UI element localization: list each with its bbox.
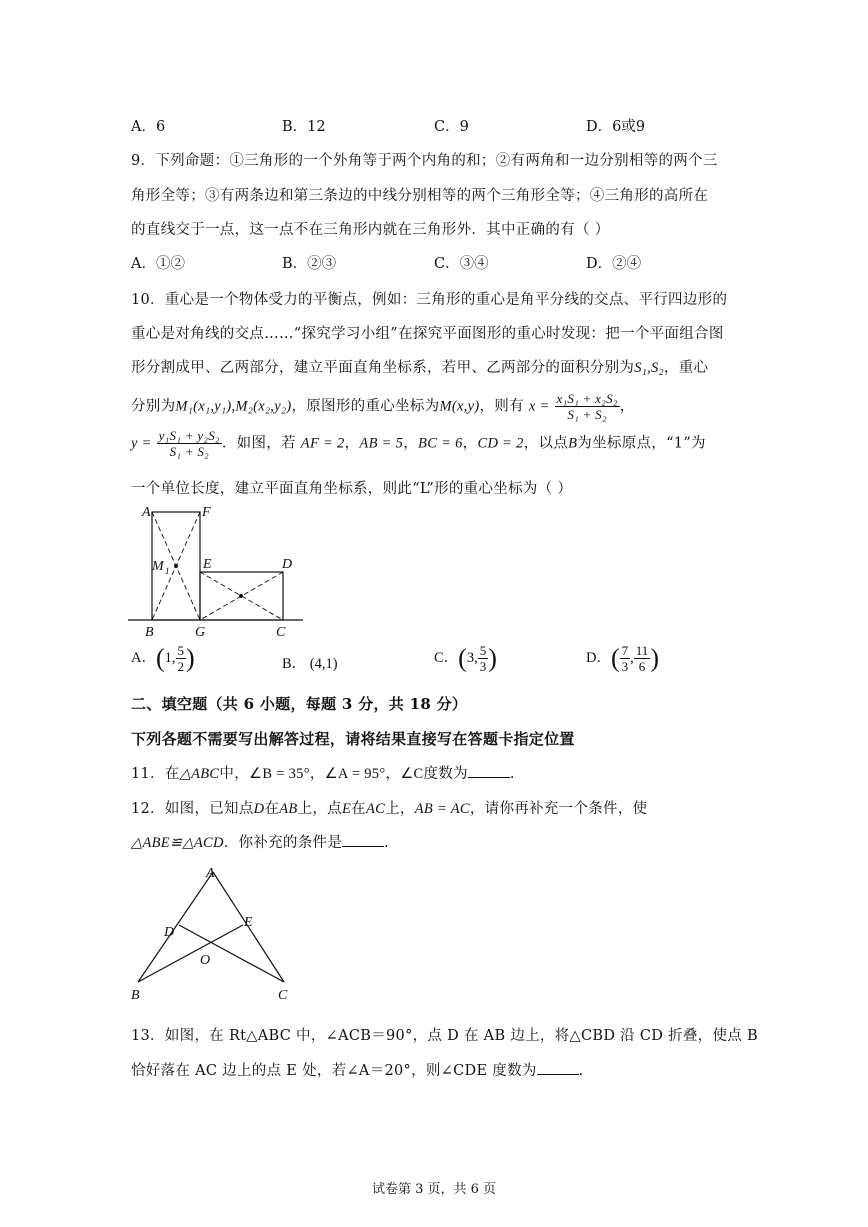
q10-line-4: 分别为M₁(x₁,y₁),M₂(x₂,y₂)，原图形的重心坐标为M(x,y)，则有 x = $\frac{\text{x₁S₁ + x₂S₂}}{\text{S₁ + S₂}}$ ， <box>131 391 635 422</box>
q8-option-d: D．6或9 <box>586 119 646 135</box>
label-d: D <box>282 557 293 572</box>
triangle-figure <box>126 862 306 1007</box>
section-heading: 二、填空题（共 6 小题，每题 3 分，共 18 分） <box>131 695 468 713</box>
q9-line-2: 角形全等；③有两条边和第三条边的中线分别相等的两个三角形全等；④三角形的高所在 <box>131 188 709 204</box>
q10-line-3: 形分割成甲、乙两部分，建立平面直角坐标系，若甲、乙两部分的面积分别为S₁,S₂，重心 <box>131 360 709 376</box>
q8-option-b: B．12 <box>282 119 326 135</box>
label-b: B <box>131 988 140 1003</box>
label-a: A <box>206 866 215 881</box>
q13-line-1: 13．如图，在 Rt△ABC 中，∠ACB＝90°，点 D 在 AB 边上，将△CBD 沿 CD 折叠，使点 B <box>131 1028 758 1044</box>
q9-option-a: A．①② <box>131 256 185 272</box>
q12-line-1: 12．如图，已知点D在AB上，点E在AC上，AB = AC，请你再补充一个条件，使 <box>131 801 648 817</box>
centroid-m2-point <box>239 594 243 598</box>
q10-option-c: C．(3, $\frac{5}{3}$ ) <box>434 643 497 674</box>
label-e: E <box>244 915 253 930</box>
q9-line-1: 9．下列命题：①三角形的一个外角等于两个内角的和；②有两角和一边分别相等的两个三 <box>131 153 718 169</box>
label-m1: M <box>152 559 164 574</box>
q11-answer-blank[interactable] <box>468 765 510 778</box>
label-c: C <box>278 988 288 1003</box>
label-g: G <box>195 625 206 640</box>
q10-option-d: D．( $\frac{7}{3}$ , $\frac{11}{6}$ ) <box>586 643 659 674</box>
label-a: A <box>142 505 151 520</box>
q9-option-d: D．②④ <box>586 256 642 272</box>
q10-line-6: 一个单位长度，建立平面直角坐标系，则此“L”形的重心坐标为（ ） <box>131 481 573 497</box>
label-d: D <box>164 925 175 940</box>
section-instruction: 下列各题不需要写出解答过程，请将结果直接写在答题卡指定位置 <box>131 730 575 748</box>
q9-option-b: B．②③ <box>282 256 337 272</box>
label-o: O <box>200 953 211 968</box>
l-shape-figure <box>128 500 308 642</box>
label-b: B <box>145 625 154 640</box>
q10-line-2: 重心是对角线的交点……“探究学习小组”在探究平面图形的重心时发现：把一个平面组合图 <box>131 326 724 342</box>
q13-answer-blank[interactable] <box>537 1062 579 1075</box>
q10-option-a: A．(1, $\frac{5}{2}$ ) <box>131 643 195 674</box>
q12-answer-blank[interactable] <box>342 834 384 847</box>
label-f: F <box>202 505 211 520</box>
label-e: E <box>203 557 212 572</box>
centroid-m1-point <box>174 564 178 568</box>
q12-line-2: △ABE≌△ACD．你补充的条件是 . <box>131 835 390 851</box>
q10-line-1: 10．重心是一个物体受力的平衡点，例如：三角形的重心是角平分线的交点、平行四边形的 <box>131 292 728 308</box>
q8-option-a: A．6 <box>131 119 166 135</box>
q11-line: 11．在△ABC中，∠B = 35°，∠A = 95°，∠C度数为 . <box>131 766 515 782</box>
q8-option-c: C．9 <box>434 119 469 135</box>
label-c: C <box>276 625 286 640</box>
q10-option-b: B． (4,1) <box>282 656 338 672</box>
q9-line-3: 的直线交于一点，这一点不在三角形内就在三角形外．其中正确的有（ ） <box>131 222 610 238</box>
q13-line-2: 恰好落在 AC 边上的点 E 处，若∠A＝20°，则∠CDE 度数为 . <box>131 1063 584 1079</box>
q9-option-c: C．③④ <box>434 256 489 272</box>
centroid-y-formula: $\frac{\text{y₁S₁ + y₂S₂}}{\text{S₁ + S₂}}$ <box>158 428 220 459</box>
page-footer: 试卷第 3 页，共 6 页 <box>371 1182 497 1197</box>
label-m1-subscript: 1 <box>165 566 170 576</box>
centroid-x-formula: $\frac{\text{x₁S₁ + x₂S₂}}{\text{S₁ + S₂}}$ <box>556 391 618 422</box>
q10-line-5: y = $\frac{\text{y₁S₁ + y₂S₂}}{\text{S₁ + S₂}}$ ．如图，若 AF = 2，AB = 5，BC = 6，CD = 2，以点B为坐标原点，“1”为 <box>131 428 706 459</box>
